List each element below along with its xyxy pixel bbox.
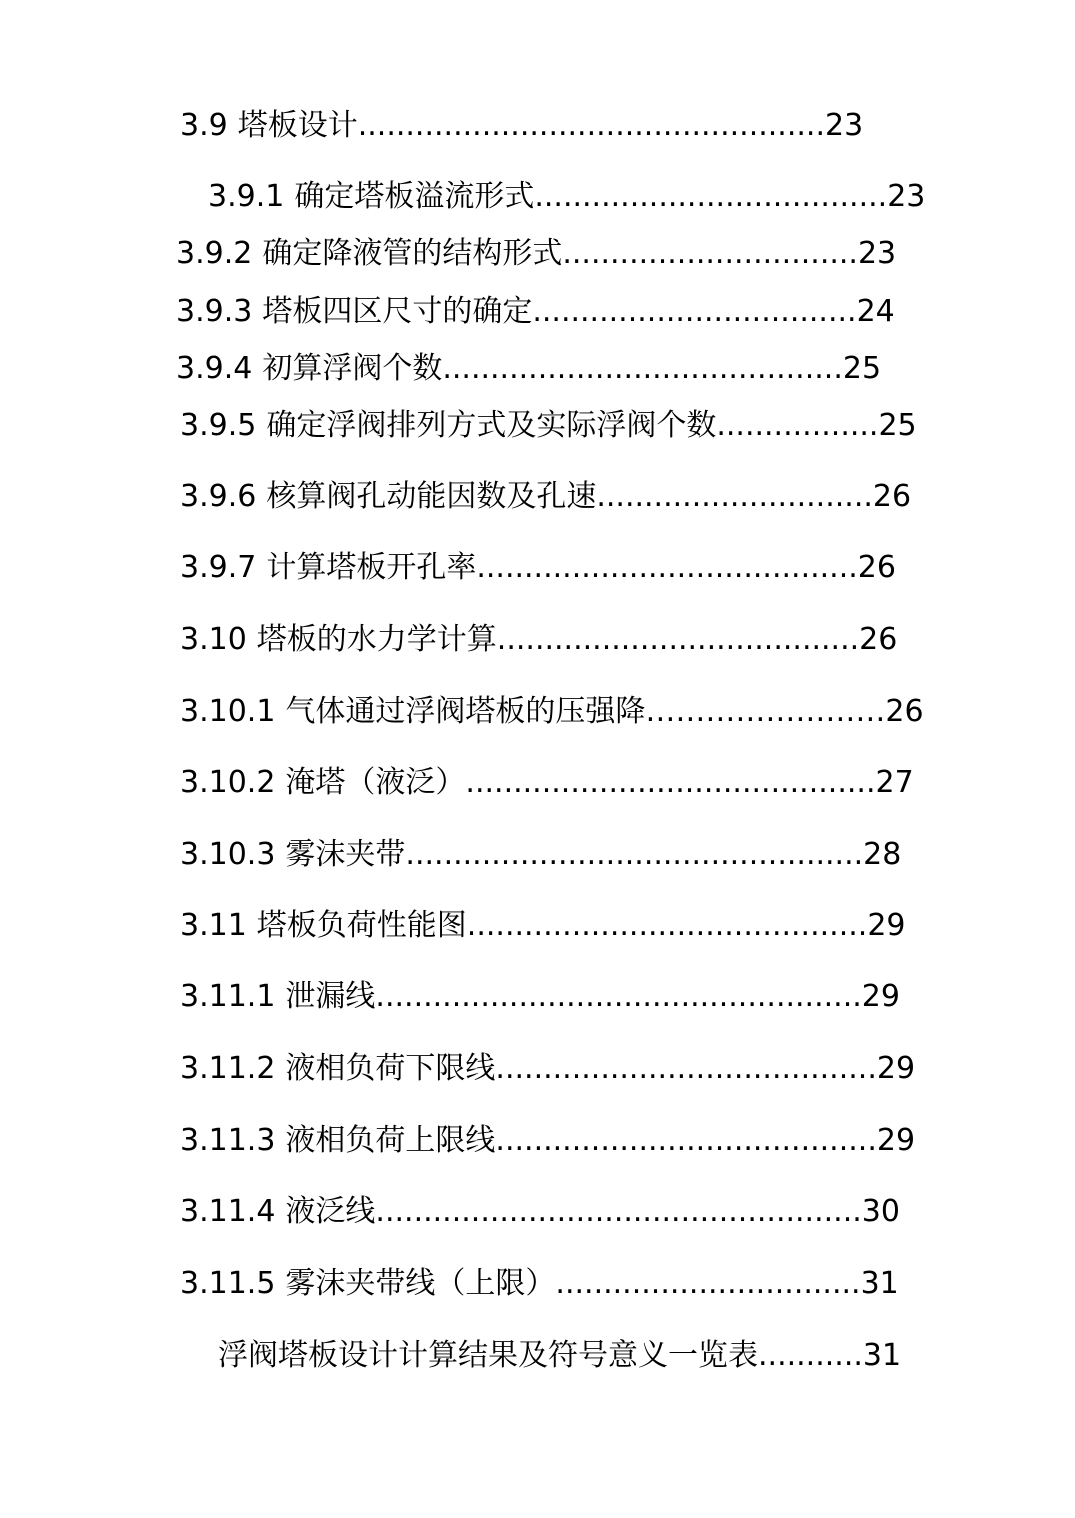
toc-entry-3-10[interactable]	[180, 620, 897, 660]
toc-number: 3.11.2	[180, 1051, 276, 1086]
toc-title: 初算浮阀个数	[262, 351, 443, 386]
toc-title: 淹塔（液泛）	[285, 765, 466, 800]
toc-page: 23	[857, 236, 897, 271]
toc-number: 3.9.5	[180, 408, 257, 443]
toc-number: 3.11.4	[180, 1194, 276, 1229]
toc-page: 29	[876, 1123, 916, 1158]
toc-number: 3.9.2	[176, 236, 253, 271]
toc-page: 23	[887, 179, 926, 214]
toc-leader: ...............................	[562, 236, 858, 271]
toc-leader: ...........................................	[465, 765, 876, 800]
toc-leader: ........................................	[476, 550, 858, 585]
toc-entry-summary-table[interactable]	[218, 1336, 901, 1376]
toc-title: 塔板负荷性能图	[256, 908, 467, 943]
toc-leader: ........................................	[495, 1051, 877, 1086]
toc-title: 确定塔板溢流形式	[294, 179, 535, 214]
toc-page: 31	[862, 1338, 902, 1373]
toc-number: 3.10.3	[180, 837, 276, 872]
toc-page: 29	[867, 908, 906, 943]
toc-leader: ...................................................	[375, 1194, 862, 1229]
toc-page: 24	[856, 294, 895, 329]
toc-title: 雾沫夹带	[285, 837, 406, 872]
toc-entry-3-11-4[interactable]	[180, 1192, 900, 1232]
toc-entry-3-11-2[interactable]	[180, 1049, 915, 1089]
toc-number: 3.9	[180, 108, 228, 143]
toc-entry-3-9-1[interactable]	[208, 177, 925, 217]
toc-title: 雾沫夹带线（上限）	[285, 1266, 556, 1301]
toc-leader: .....................................	[534, 179, 888, 214]
toc-entry-3-9-3[interactable]	[176, 292, 895, 332]
toc-title: 核算阀孔动能因数及孔速	[266, 479, 597, 514]
toc-entry-3-9[interactable]	[180, 106, 863, 146]
toc-entry-3-9-7[interactable]	[180, 548, 896, 588]
toc-entry-3-11-3[interactable]	[180, 1121, 915, 1161]
toc-number: 3.10	[180, 622, 247, 657]
toc-number: 3.9.7	[180, 550, 257, 585]
toc-page: 26	[885, 694, 924, 729]
toc-number: 3.11.1	[180, 979, 276, 1014]
toc-title: 液相负荷下限线	[285, 1051, 496, 1086]
toc-page: 29	[861, 979, 900, 1014]
toc-entry-3-11-1[interactable]	[180, 977, 900, 1017]
toc-page: 26	[872, 479, 912, 514]
toc-leader: ..................................	[532, 294, 857, 329]
toc-entry-3-10-2[interactable]	[180, 763, 914, 803]
toc-entry-3-9-4[interactable]	[176, 349, 881, 389]
toc-leader: ................................................	[405, 837, 864, 872]
toc-leader: .................................................	[357, 108, 825, 143]
toc-leader: .............................	[596, 479, 873, 514]
toc-page: 26	[859, 622, 898, 657]
toc-leader: ...................................................	[375, 979, 862, 1014]
toc-page: 30	[861, 1194, 900, 1229]
toc-number: 3.9.4	[176, 351, 253, 386]
toc-entry-3-9-5[interactable]	[180, 406, 917, 446]
toc-title: 浮阀塔板设计计算结果及符号意义一览表	[218, 1338, 758, 1373]
toc-entry-3-10-1[interactable]	[180, 692, 924, 732]
toc-page: 26	[857, 550, 896, 585]
toc-leader: ..........................................	[466, 908, 868, 943]
toc-title: 确定浮阀排列方式及实际浮阀个数	[266, 408, 717, 443]
toc-page: 25	[842, 351, 882, 386]
toc-title: 计算塔板开孔率	[266, 550, 477, 585]
toc-number: 3.10.1	[180, 694, 276, 729]
toc-entry-3-11[interactable]	[180, 906, 906, 946]
toc-title: 液相负荷上限线	[285, 1123, 496, 1158]
toc-entry-3-10-3[interactable]	[180, 835, 901, 875]
toc-number: 3.9.1	[208, 179, 285, 214]
toc-page: 25	[878, 408, 917, 443]
toc-entry-3-9-6[interactable]	[180, 477, 911, 517]
toc-leader: ……………………	[645, 694, 886, 729]
toc-number: 3.11.3	[180, 1123, 276, 1158]
toc-page: 29	[876, 1051, 916, 1086]
toc-page: 23	[825, 108, 864, 143]
toc-page: 27	[875, 765, 914, 800]
toc-leader: ................................	[555, 1266, 861, 1301]
toc-title: 塔板设计	[237, 108, 358, 143]
toc-number: 3.11	[180, 908, 247, 943]
toc-number: 3.10.2	[180, 765, 276, 800]
toc-page: 31	[860, 1266, 899, 1301]
toc-entry-3-11-5[interactable]	[180, 1264, 899, 1304]
toc-title: 塔板的水力学计算	[256, 622, 497, 657]
toc-number: 3.9.3	[176, 294, 253, 329]
toc-entry-3-9-2[interactable]	[176, 234, 896, 274]
toc-leader: ......................................	[496, 622, 860, 657]
toc-title: 确定降液管的结构形式	[262, 236, 563, 271]
toc-leader: ........................................	[495, 1123, 877, 1158]
toc-title: 气体通过浮阀塔板的压强降	[285, 694, 646, 729]
toc-number: 3.11.5	[180, 1266, 276, 1301]
toc-title: 液泛线	[285, 1194, 376, 1229]
toc-page: 28	[863, 837, 902, 872]
toc-leader: ..........................................	[442, 351, 843, 386]
toc-leader: .................	[716, 408, 879, 443]
toc-number: 3.9.6	[180, 479, 257, 514]
toc-title: 泄漏线	[285, 979, 376, 1014]
toc-leader: ...........	[758, 1338, 863, 1373]
toc-title: 塔板四区尺寸的确定	[262, 294, 533, 329]
